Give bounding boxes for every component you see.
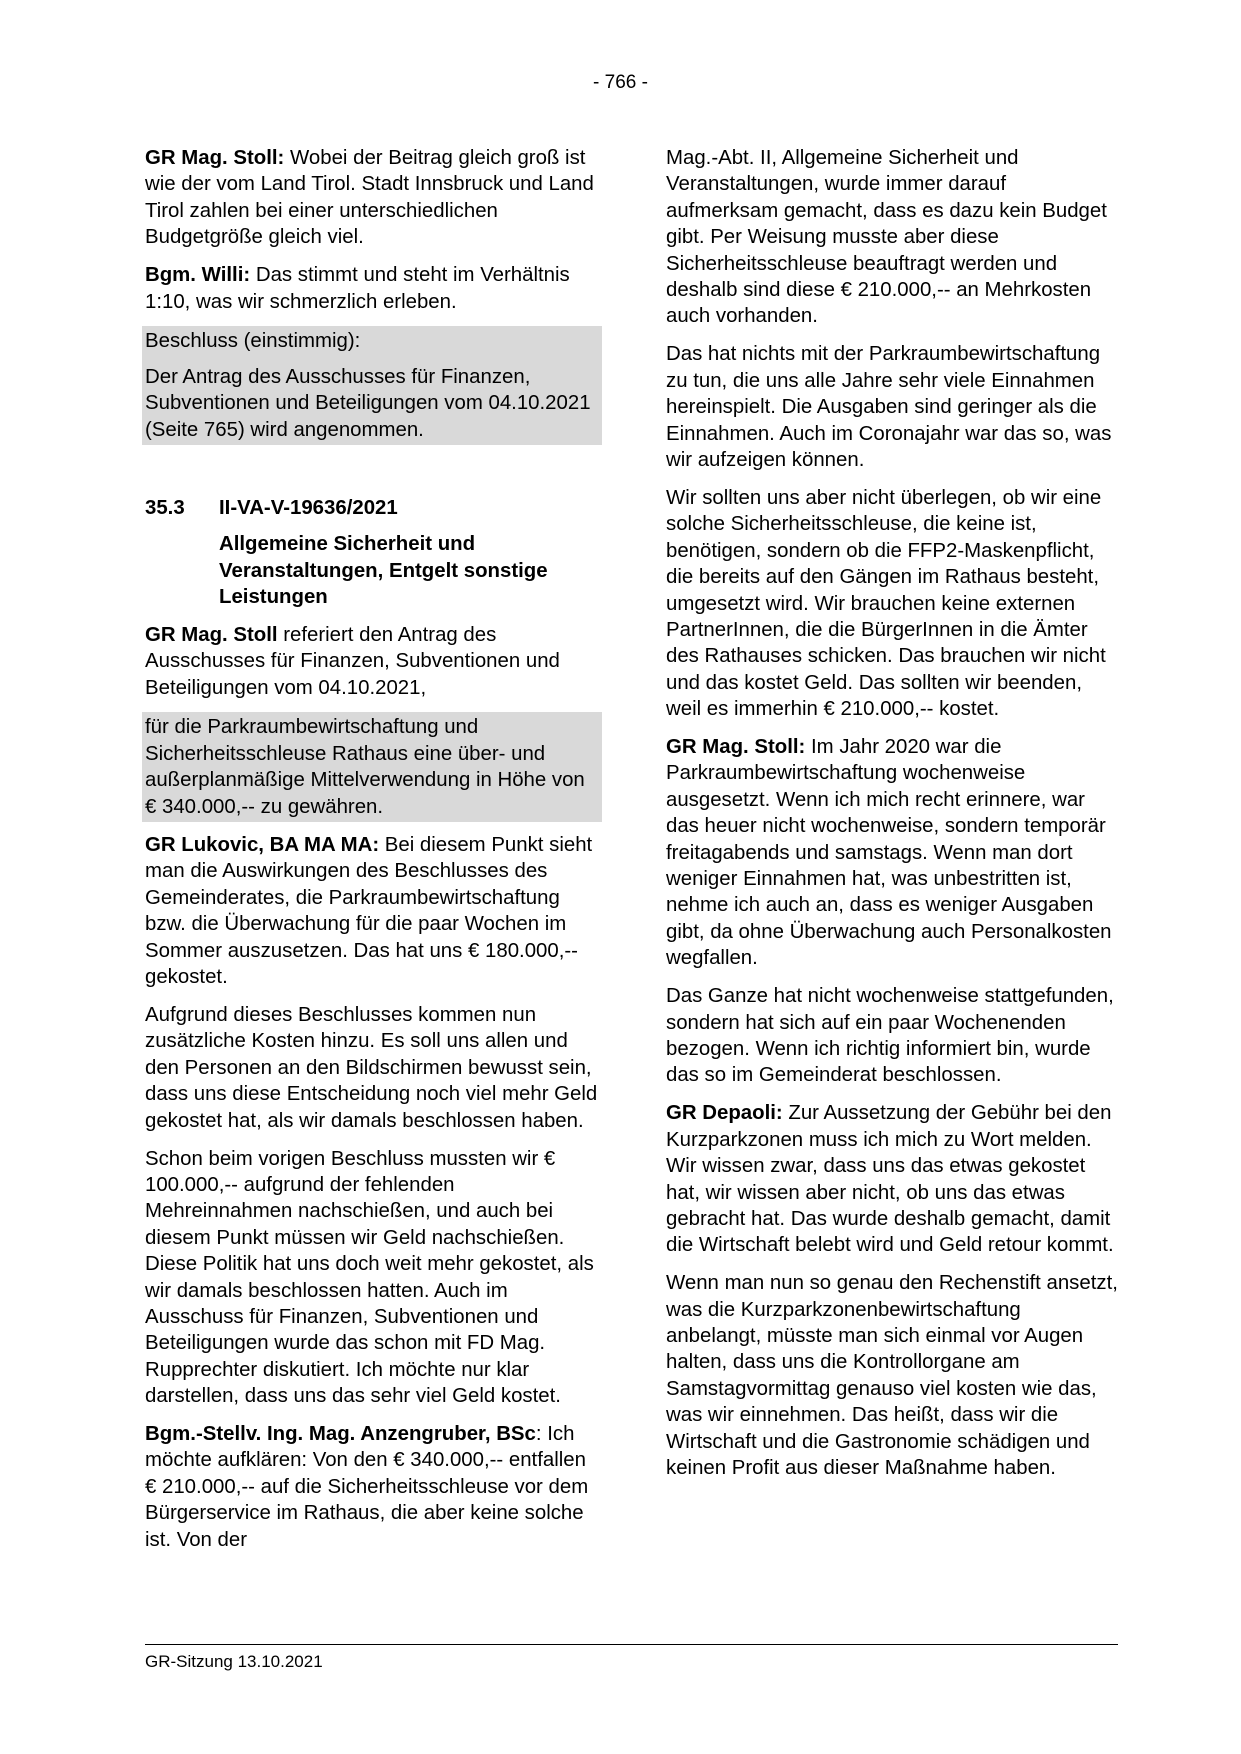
resolution-text: Der Antrag des Ausschusses für Finanzen, Subventionen und Beteiligungen vom 04.10.2021 (Seite 765) wird angenommen.	[145, 365, 591, 441]
paragraph-text-6: Schon beim vorigen Beschluss mussten wir € 100.000,-- aufgrund der fehlenden Mehreinnahmen nachschießen, und auch bei diesem Punkt müssen wir Geld nachschießen. Diese Politik hat uns doch weit mehr gekostet, als wir damals beschlossen hatten. Auch im Ausschuss für Finanzen, Subventionen und Beteiligungen wurde das schon mit FD Mag. Rupprechter diskutiert. Ich möchte nur klar darstellen, dass uns das sehr viel Geld kostet.	[145, 1147, 594, 1408]
page-number: - 766 -	[593, 72, 648, 93]
paragraph-text: referiert den Antrag des Ausschusses für Finanzen, Subventionen und Beteiligungen vom 04.10.2021,	[145, 623, 560, 699]
speaker-name: GR Lukovic, BA MA MA:	[145, 834, 380, 857]
paragraph-text: Ich möchte aufklären: Von den € 340.000,-- entfallen € 210.000,-- auf die Sicherheitsschleuse vor dem Bürgerservice im Rathaus, die aber keine solche ist. Von der	[145, 1423, 589, 1551]
section-number: 35.3	[145, 497, 185, 520]
speaker-name: Bgm. Willi:	[145, 264, 251, 287]
paragraph-stoll-2	[145, 622, 599, 701]
paragraph-text: Das stimmt und steht im Verhältnis 1:10, was wir schmerzlich erleben.	[145, 264, 570, 313]
motion-text: für die Parkraumbewirtschaftung und Sicherheitsschleuse Rathaus eine über- und außerplanmäßige Mittelverwendung in Höhe von € 340.000,-- zu gewähren.	[145, 716, 585, 818]
paragraph-text: Bei diesem Punkt sieht man die Auswirkungen des Beschlusses des Gemeinderates, die Parkraumbewirtschaftung bzw. die Überwachung für die paar Wochen im Sommer auszusetzen. Das hat uns € 180.000,-- gekostet.	[145, 834, 593, 989]
paragraph-text-5: Aufgrund dieses Beschlusses kommen nun zusätzliche Kosten hinzu. Es soll uns allen und den Personen an den Bildschirmen bewusst sein, dass uns diese Entscheidung noch viel mehr Geld gekostet hat, als wir damals beschlossen haben.	[145, 1003, 598, 1132]
left-column	[145, 145, 599, 1565]
right-column	[666, 145, 1118, 1493]
paragraph-willi	[145, 262, 599, 315]
speaker-name: Bgm.-Stellv. Ing. Mag. Anzengruber, BSc	[145, 1423, 536, 1446]
section-heading	[145, 495, 599, 521]
resolution-block	[142, 326, 602, 445]
paragraph-text: Wobei der Beitrag gleich groß ist wie der vom Land Tirol. Stadt Innsbruck und Land Tirol zahlen bei einer unterschiedlichen Budgetgröße gleich viel.	[145, 147, 594, 249]
paragraph-stoll-1	[145, 145, 599, 251]
paragraph-text: Im Jahr 2020 war die Parkraumbewirtschaftung wochenweise ausgesetzt. Wenn ich mich recht erinnere, war das heuer nicht wochenweise, sondern temporär freitagabends und samstags. Wenn man dort weniger Einnahmen hat, was unbestritten ist, nehme ich auch an, dass es weniger Ausgaben gibt, da ohne Überwachung auch Personalkosten wegfallen.	[666, 736, 1112, 970]
paragraph-right-5: Das Ganze hat nicht wochenweise stattgefunden, sondern hat sich auf ein paar Wochenenden bezogen. Wenn ich richtig informiert bin, wurde das so im Gemeinderat beschlossen.	[666, 985, 1114, 1087]
paragraph-depaoli	[666, 1100, 1118, 1258]
paragraph-stoll-3	[666, 734, 1118, 972]
speaker-colon: :	[535, 1423, 542, 1446]
paragraph-right-1: Mag.-Abt. II, Allgemeine Sicherheit und Veranstaltungen, wurde immer darauf aufmerksam gemacht, dass es dazu kein Budget gibt. Per Weisung musste aber diese Sicherheitsschleuse beauftragt werden und deshalb sind diese € 210.000,-- an Mehrkosten auch vorhanden.	[666, 147, 1107, 328]
resolution-title: Beschluss (einstimmig):	[145, 330, 361, 353]
speaker-name: GR Mag. Stoll:	[666, 736, 806, 759]
section-title: Allgemeine Sicherheit und Veranstaltungen, Entgelt sonstige Leistungen	[219, 533, 548, 609]
footer-divider	[145, 1644, 1118, 1645]
paragraph-right-7: Wenn man nun so genau den Rechenstift ansetzt, was die Kurzparkzonenbewirtschaftung anbelangt, müsste man sich einmal vor Augen halten, dass uns die Kontrollorgane am Samstagvormittag genauso viel kosten wie das, was wir einnehmen. Das heißt, dass wir die Wirtschaft und die Gastronomie schädigen und keinen Profit aus dieser Maßnahme haben.	[666, 1272, 1118, 1480]
paragraph-text: Zur Aussetzung der Gebühr bei den Kurzparkzonen muss ich mich zu Wort melden. Wir wissen zwar, dass uns das etwas gekostet hat, wir wissen aber nicht, ob uns das etwas gebracht hat. Das wurde deshalb gemacht, damit die Wirtschaft belebt wird und Geld retour kommt.	[666, 1102, 1114, 1257]
paragraph-right-3: Wir sollten uns aber nicht überlegen, ob wir eine solche Sicherheitsschleuse, die keine ist, benötigen, sondern ob die FFP2-Maskenpflicht, die bereits auf den Gängen im Rathaus besteht, umgesetzt wird. Wir brauchen keine externen PartnerInnen, die die BürgerInnen in die Ämter des Rathauses schicken. Das brauchen wir nicht und das kostet Geld. Das sollten wir beenden, weil es immerhin € 210.000,-- kostet.	[666, 486, 1106, 721]
section-code: II-VA-V-19636/2021	[219, 497, 398, 520]
paragraph-anzengruber	[145, 1421, 599, 1553]
speaker-name: GR Mag. Stoll:	[145, 147, 285, 169]
motion-block	[142, 712, 602, 822]
paragraph-right-2: Das hat nichts mit der Parkraumbewirtschaftung zu tun, die uns alle Jahre sehr viele Einnahmen hereinspielt. Die Ausgaben sind geringer als die Einnahmen. Auch im Coronajahr war das so, was wir aufzeigen können.	[666, 343, 1112, 471]
footer-session-label: GR-Sitzung 13.10.2021	[145, 1652, 323, 1671]
speaker-name: GR Mag. Stoll	[145, 623, 278, 646]
speaker-name: GR Depaoli:	[666, 1102, 783, 1125]
paragraph-lukovic	[145, 832, 599, 990]
